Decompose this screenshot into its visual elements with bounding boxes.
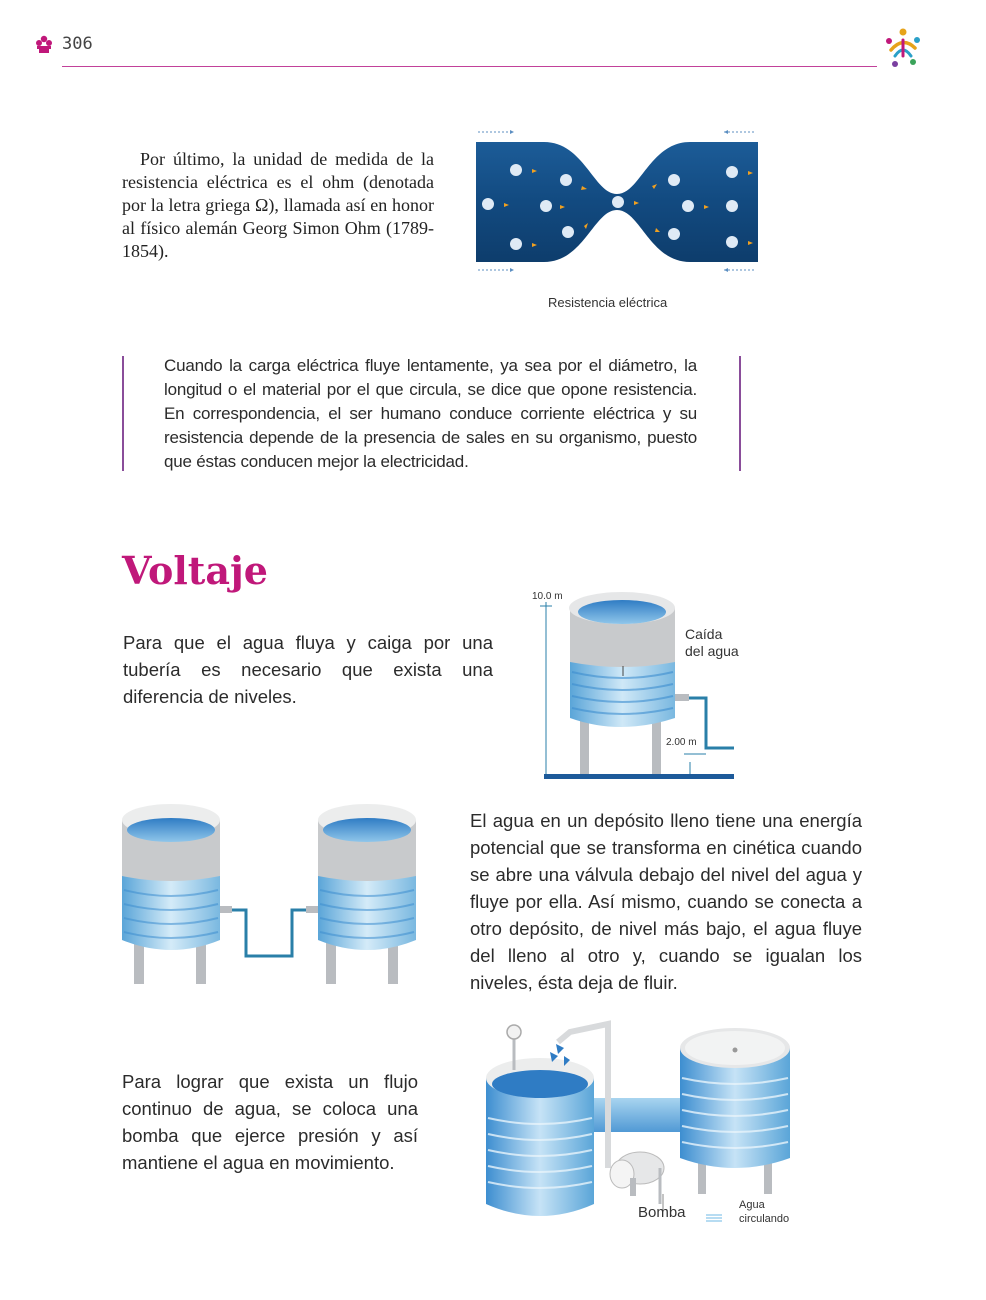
callout-text: Cuando la carga eléctrica fluye lentamente, ya sea por el diámetro, la longitud o el material por el que circula, se dice que opone resistencia. En correspondencia, el ser humano conduce corriente eléctrica y su resistencia depende de la presencia de sales en su organismo, puesto que éstas conducen mejor la electricidad.	[164, 356, 697, 471]
pump-circulation-illustration	[480, 1018, 800, 1228]
water-fall-tank-illustration	[530, 568, 760, 784]
height-top-label: 10.0 m	[532, 591, 563, 602]
header-rule	[62, 66, 877, 67]
water-label-line2: circulando	[739, 1213, 790, 1225]
resistance-illustration	[474, 128, 760, 274]
voltage-paragraph-3: Para lograr que exista un flujo continuo de agua, se coloca una bomba que ejerce presión y así mantiene el agua en movimiento.	[122, 1071, 418, 1173]
section-title: Voltaje	[122, 548, 268, 593]
fall-label-line1: Caída	[685, 626, 723, 642]
fall-label-line2: del agua	[685, 643, 739, 659]
flower-emblem-icon	[34, 34, 54, 54]
circulating-water-swatch-icon	[706, 1210, 722, 1220]
resistance-caption: Resistencia eléctrica	[548, 295, 668, 310]
pump-label: Bomba	[638, 1204, 686, 1221]
voltage-paragraph-2: El agua en un depósito lleno tiene una energía potencial que se transforma en cinética cuando se abre una válvula debajo del nivel del agua y fluye por ella. Así mismo, cuando se conecta a otro depósito, de nivel más bajo, el agua fluye del lleno al otro y, cuando se igualan los niveles, ésta deja de fluir.	[470, 810, 862, 993]
ohm-paragraph: Por último, la unidad de medida de la resistencia eléctrica es el ohm (denotada por la letra griega Ω), llamada así en honor al físico alemán Georg Simon Ohm (1789-1854).	[122, 149, 434, 261]
voltage-paragraph-1: Para que el agua fluya y caiga por una tubería es necesario que exista una diferencia de niveles.	[123, 632, 493, 707]
water-label-line1: Agua	[739, 1199, 765, 1211]
height-bottom-label: 2.00 m	[666, 737, 697, 748]
colorful-figures-logo-icon	[881, 26, 925, 70]
connected-tanks-illustration	[116, 790, 426, 990]
page-number: 306	[62, 34, 93, 54]
